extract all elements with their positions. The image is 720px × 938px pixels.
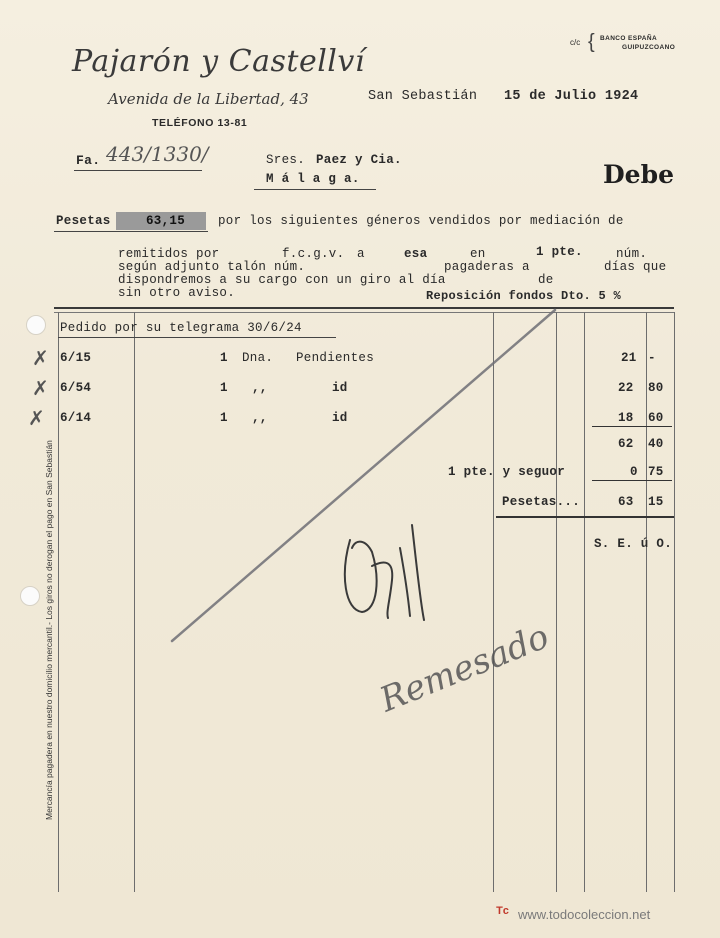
pesetas-label: Pesetas (56, 214, 111, 228)
body-line-2c: a (357, 247, 365, 261)
subtotal-cts: 40 (648, 437, 664, 451)
item-1-qty: 1 (220, 351, 228, 365)
recipient-salutation: Sres. (266, 153, 306, 167)
body-line-3a: según adjunto talón núm. (118, 260, 306, 274)
shipping-label: 1 pte. y seguor (448, 465, 566, 479)
body-line-5: sin otro aviso. (118, 286, 236, 300)
watermark-text: www.todocoleccion.net (518, 907, 651, 922)
order-line: Pedido por su telegrama 30/6/24 (60, 321, 302, 335)
tick-mark-1: ✗ (32, 346, 49, 370)
bank-line2: GUIPUZCOANO (622, 44, 676, 51)
body-line-3b: pagaderas a (444, 260, 530, 274)
body-line-2d: esa (404, 247, 428, 261)
initials-scribble (345, 525, 424, 620)
remesado-handwriting: Remesado (374, 616, 555, 721)
item-1-unit: Dna. (242, 351, 274, 365)
pencil-strike (172, 310, 555, 641)
place: San Sebastián (368, 89, 478, 104)
date: 15 de Julio 1924 (504, 89, 639, 104)
total-cts: 15 (648, 495, 664, 509)
tick-mark-3: ✗ (28, 406, 45, 430)
invoice-handwritten-number: 443/1330/ (106, 142, 209, 166)
body-line-4a: dispondremos a su cargo con un giro al día (118, 273, 446, 287)
se-uo-note: S. E. ú O. (594, 537, 673, 551)
shipping-pts: 0 (630, 465, 638, 479)
item-1-cts: - (648, 351, 656, 365)
item-3-pts: 18 (618, 411, 634, 425)
recipient-name: Paez y Cia. (316, 153, 402, 167)
total-pts: 63 (618, 495, 634, 509)
item-2-qty: 1 (220, 381, 228, 395)
body-line-4b: de (538, 273, 554, 287)
side-note: Mercancía pagadera en nuestro domicilio mercantil.- Los giros no derogan el pago en San Sebastián (44, 440, 54, 820)
body-line-3c: días que (604, 260, 667, 274)
item-3-qty: 1 (220, 411, 228, 425)
body-line-1: por los siguientes géneros vendidos por mediación de (218, 214, 624, 228)
item-3-unit: ,, (252, 411, 268, 425)
total-label: Pesetas... (502, 495, 581, 509)
body-line-2a: remitidos por (118, 247, 220, 261)
shipping-cts: 75 (648, 465, 664, 479)
body-line-2b: f.c.g.v. (282, 247, 345, 261)
item-1-pts: 21 (621, 351, 637, 365)
body-line-2e: en (470, 247, 486, 261)
watermark-icon: ᵀᶜ (496, 905, 510, 922)
item-2-ref: 6/54 (60, 381, 92, 395)
body-line-2f: 1 pte. (536, 245, 583, 259)
bank-line1: BANCO ESPAÑA (600, 35, 658, 42)
tick-mark-2: ✗ (32, 376, 49, 400)
item-2-pts: 22 (618, 381, 634, 395)
subtotal-pts: 62 (618, 437, 634, 451)
item-3-ref: 6/14 (60, 411, 92, 425)
item-2-desc: id (332, 381, 348, 395)
bank-brace: { (588, 31, 595, 53)
bank-prefix: c/c (570, 38, 581, 47)
debe-label: Debe (603, 160, 674, 189)
invoice-prefix: Fa. (76, 153, 101, 168)
pesetas-amount: 63,15 (146, 214, 186, 228)
reposicion-line: Reposición fondos Dto. 5 % (426, 289, 622, 303)
item-3-cts: 60 (648, 411, 664, 425)
item-1-desc: Pendientes (296, 351, 375, 365)
company-address: Avenida de la Libertad, 43 (108, 90, 309, 108)
recipient-city: M á l a g a. (266, 172, 360, 186)
item-2-cts: 80 (648, 381, 664, 395)
body-line-2g: núm. (616, 247, 648, 261)
company-name: Pajarón y Castellví (72, 44, 365, 79)
item-3-desc: id (332, 411, 348, 425)
item-1-ref: 6/15 (60, 351, 92, 365)
company-phone: TELÉFONO 13-81 (152, 117, 248, 129)
item-2-unit: ,, (252, 381, 268, 395)
